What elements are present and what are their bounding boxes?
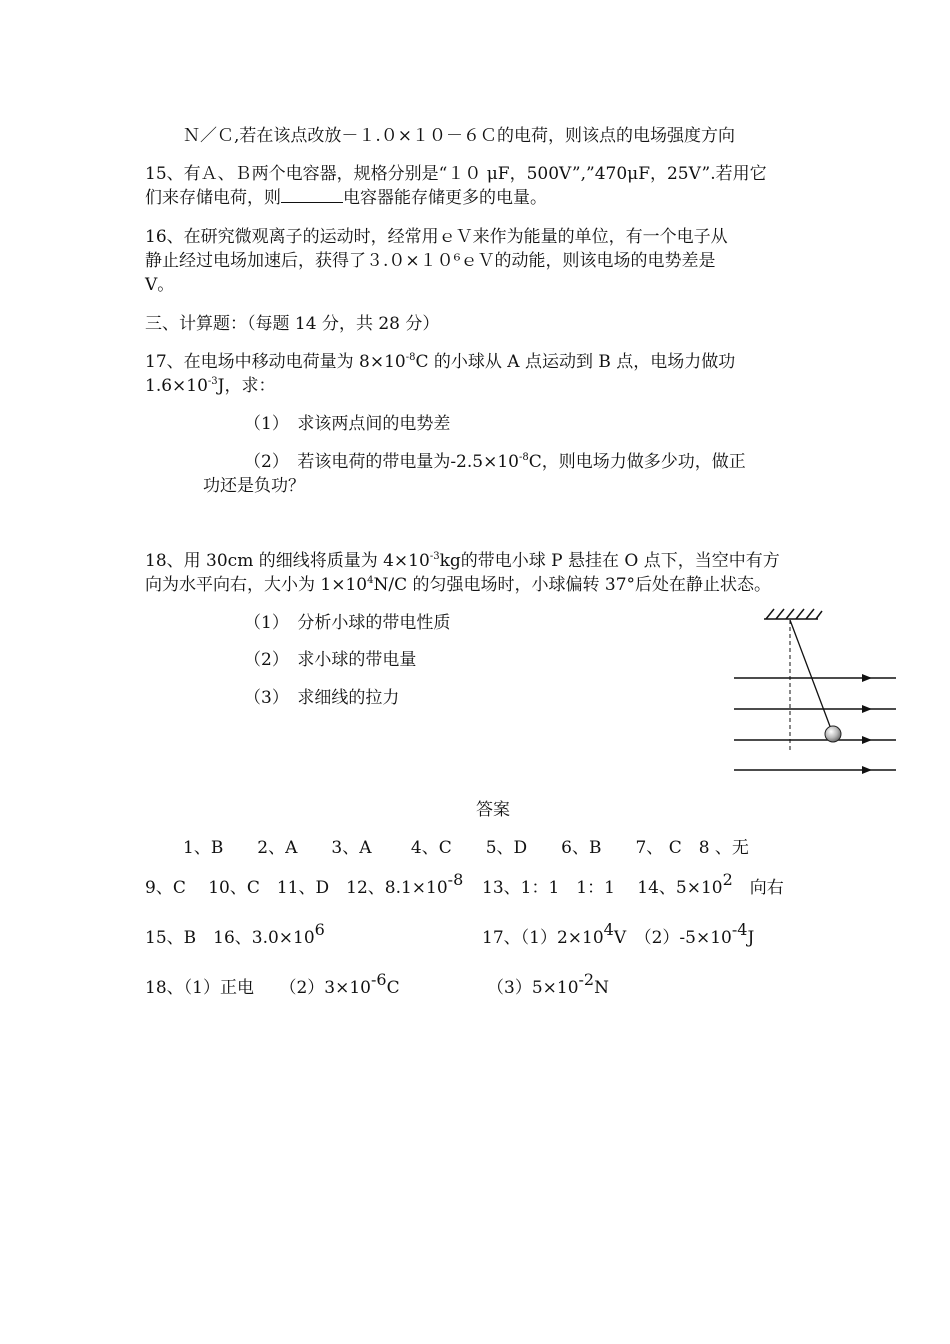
q17-text-2: C 的小球从 A 点运动到 B 点，电场力做功 bbox=[415, 352, 736, 372]
q18-sub-1: （1） 分析小球的带电性质 bbox=[244, 613, 451, 633]
string-thread bbox=[790, 620, 831, 729]
q17-exponent-1: -8 bbox=[405, 352, 416, 363]
q15-text-pre: 们来存储电荷，则 bbox=[145, 188, 281, 208]
q16-line-3: V。 bbox=[145, 275, 175, 295]
answer-text: 13、1：1 1：1 14、5×10 bbox=[482, 878, 723, 898]
answer-exponent: -6 bbox=[370, 970, 387, 989]
answer-row-4-right bbox=[487, 970, 609, 1000]
answer-text: 15、B 16、3.0×10 bbox=[145, 928, 315, 948]
q17-text-3: 1.6×10 bbox=[145, 376, 208, 396]
q17-sub-2-line-2: 功还是负功？ bbox=[203, 476, 305, 496]
answer-exponent: 2 bbox=[722, 870, 733, 889]
q18-text-1: 18、用 30cm 的细线将质量为 4×10 bbox=[145, 551, 430, 571]
q18-text-3: 向为水平向右，大小为 1×10 bbox=[145, 575, 368, 595]
answer-text: 9、C 10、C 11、D 12、8.1×10 bbox=[145, 878, 448, 898]
q15-line-1: 15、有Ａ、Ｂ两个电容器，规格分别是“１０ μF，500V”,”470μF，25V”.若用它 bbox=[145, 164, 767, 184]
answer-title: 答案 bbox=[476, 800, 510, 820]
answer-text: N bbox=[594, 978, 609, 998]
section-heading-calculation: 三、计算题：（每题 14 分，共 28 分） bbox=[145, 314, 440, 334]
q17-text-1: 17、在电场中移动电荷量为 8×10 bbox=[145, 352, 406, 372]
answer-text: （3）5×10 bbox=[487, 978, 579, 998]
q17-sub-2-exponent: -8 bbox=[518, 452, 529, 463]
q18-exponent-1: -3 bbox=[429, 551, 440, 562]
answer-exponent: 6 bbox=[314, 920, 325, 939]
q15-text-post: 电容器能存储更多的电量。 bbox=[343, 188, 547, 208]
field-line-2 bbox=[734, 705, 896, 713]
q18-text-2: kg的带电小球 P 悬挂在 O 点下，当空中有方 bbox=[439, 551, 780, 571]
answer-exponent: -4 bbox=[731, 920, 748, 939]
q16-line-1: 16、在研究微观离子的运动时，经常用ｅＶ来作为能量的单位，有一个电子从 bbox=[145, 227, 728, 247]
charged-ball bbox=[825, 726, 841, 742]
answer-exponent: -8 bbox=[447, 870, 464, 889]
q17-exponent-2: -3 bbox=[207, 376, 218, 387]
line-q14-end: Ｎ／Ｃ,若在该点改放－１.０×１０－６Ｃ的电荷，则该点的电场强度方向 bbox=[183, 126, 736, 146]
q17-sub-2-text-1: （2） 若该电荷的带电量为-2.5×10 bbox=[244, 452, 519, 472]
field-line-4 bbox=[734, 766, 896, 774]
q18-sub-2: （2） 求小球的带电量 bbox=[244, 650, 417, 670]
answer-text: 18、（1）正电 （2）3×10 bbox=[145, 978, 371, 998]
answer-row-3-left bbox=[145, 920, 325, 950]
q18-text-4: N/C 的匀强电场时，小球偏转 37°后处在静止状态。 bbox=[373, 575, 772, 595]
answer-text: 向右 bbox=[732, 878, 784, 898]
q18-sub-3: （3） 求细线的拉力 bbox=[244, 688, 400, 708]
q18-exponent-2: 4 bbox=[367, 575, 374, 586]
answer-row-1: 1、B 2、A 3、A 4、C 5、D 6、B 7、 C 8 、无 bbox=[183, 838, 749, 858]
answer-row-2-right bbox=[482, 870, 784, 900]
answer-text: C bbox=[386, 978, 400, 998]
q16-line-2: 静止经过电场加速后，获得了３.０×１０⁶ｅＶ的动能，则该电场的电势差是 bbox=[145, 251, 716, 271]
field-line-3 bbox=[734, 736, 896, 744]
answer-text: 17、（1）2×10 bbox=[482, 928, 604, 948]
q17-text-4: J，求： bbox=[217, 376, 276, 396]
q17-sub-2-text-2: C，则电场力做多少功，做正 bbox=[528, 452, 746, 472]
answer-text: V （2）-5×10 bbox=[613, 928, 732, 948]
answer-exponent: 4 bbox=[603, 920, 614, 939]
answer-row-4-left bbox=[145, 970, 400, 1000]
answer-exponent: -2 bbox=[578, 970, 595, 989]
answer-text: J bbox=[747, 928, 755, 948]
field-line-1 bbox=[734, 674, 896, 682]
ceiling-support bbox=[764, 609, 822, 619]
answer-row-2-left bbox=[145, 870, 464, 900]
answer-row-3-right bbox=[482, 920, 755, 950]
q17-sub-1: （1） 求该两点间的电势差 bbox=[244, 414, 451, 434]
